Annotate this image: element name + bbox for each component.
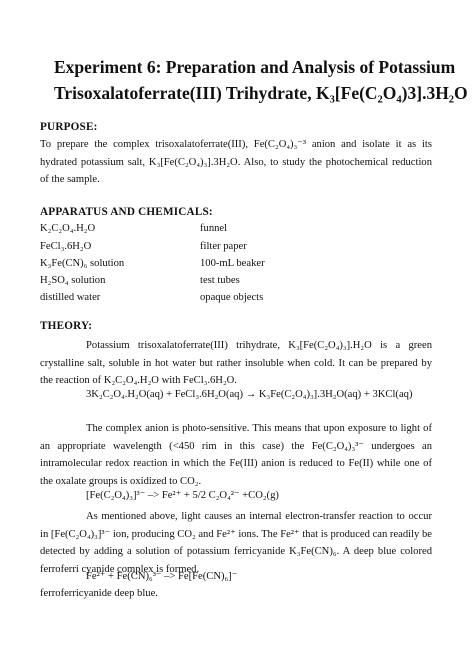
title-line-1: Experiment 6: Preparation and Analysis of Potassium: [54, 57, 456, 77]
theory-paragraph-3: As mentioned above, light causes an internal electron-transfer reaction to occur in [Fe(C₂O₄)₃]³⁻ ion, producing CO₂ and Fe²⁺ ions. The Fe²⁺ that is produced can readily be detected by adding a solution of potassium ferricyanide K₃Fe(CN)₆. A deep blue colored ferroferri cyanide complex is formed.: [40, 511, 432, 575]
theory-paragraph-4: ferroferricyanide deep blue.: [40, 588, 158, 599]
chemical-item: K₂C₂O₄.H₂O: [40, 223, 96, 234]
equation-1: 3K₂C₂O₄.H₂O(aq) + FeCl₃.6H₂O(aq) → K₃Fe(C₂O₄)₃].3H₂O(aq) + 3KCl(aq): [86, 389, 413, 400]
purpose-text: To prepare the complex trisoxalatoferrate(III), Fe(C₂O₄)₃⁻³ anion and isolate it as its hydrated potassium salt, K₃[Fe(C₂O₄)₃].3H₂O. Also, to study the photochemical reduction of the sample.: [40, 139, 432, 185]
apparatus-item: filter paper: [200, 241, 247, 252]
chemical-item: FeCl₃.6H₂O: [40, 241, 92, 252]
chemical-item: H₂SO₄ solution: [40, 275, 106, 286]
theory-paragraph-1: Potassium trisoxalatoferrate(III) trihydrate, K₃[Fe(C₂O₄)₃].H₂O is a green crystalline salt, soluble in hot water but rather insoluble when cold. It can be prepared by the reaction of K₂C₂O₄.H₂O with FeCl₃.6H₂O.: [40, 340, 432, 386]
theory-paragraph-2: The complex anion is photo-sensitive. This means that upon exposure to light of an appropriate wavelength (<450 rim in this case) the Fe(C₂O₄)₃³⁻ undergoes an intramolecular redox reaction in which the Fe(III) anion is reduced to Fe(II) while one of the oxalate groups is oxidized to CO₂.: [40, 423, 432, 487]
apparatus-item: funnel: [200, 223, 228, 234]
apparatus-heading: APPARATUS AND CHEMICALS:: [40, 206, 213, 218]
theory-heading: THEORY:: [40, 320, 93, 332]
apparatus-item: test tubes: [200, 275, 240, 286]
chemical-item: K₃Fe(CN)₆ solution: [40, 258, 125, 269]
purpose-heading: PURPOSE:: [40, 121, 98, 133]
apparatus-item: opaque objects: [200, 292, 264, 303]
equation-2: [Fe(C₂O₄)₃]³⁻ –> Fe²⁺ + 5/2 C₂O₄²⁻ +CO₂(g): [86, 490, 279, 501]
equation-3: Fe²⁺ + Fe(CN)₆³⁻ –> Fe[Fe(CN)₆]⁻: [86, 571, 238, 582]
chemical-item: distilled water: [40, 292, 101, 303]
title-line-2: Trisoxalatoferrate(III) Trihydrate, K₃[Fe(C₂O₄)3].3H₂O: [54, 83, 468, 103]
apparatus-item: 100-mL beaker: [200, 258, 265, 269]
